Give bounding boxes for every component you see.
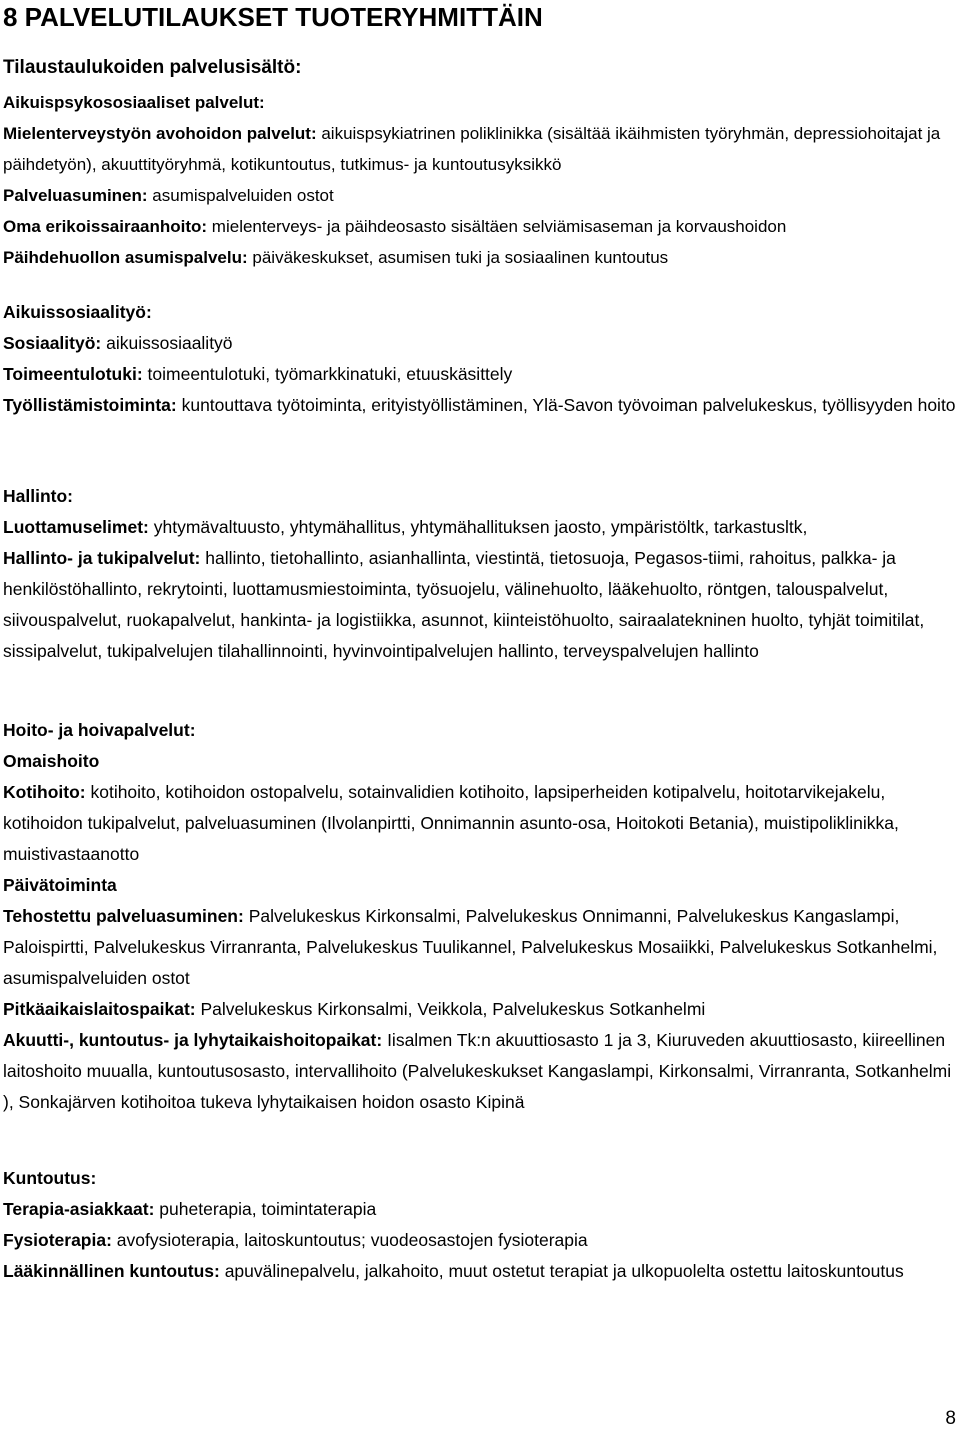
paragraph [3,211,958,242]
paragraph [3,1025,958,1118]
item-text: hallinto, tietohallinto, asianhallinta, viestintä, tietosuoja, Pegasos-tiimi, rahoitus, palkka- ja henkilöstöhallinto, rekrytointi, luottamusmiestoiminta, työsuojelu, välinehuolto, lääkehuolto, röntgen, talouspalvelut, siivouspalvelut, ruokapalvelut, hankinta- ja logistiikka, asunnot, kiinteistöhuolto, sairaalatekninen huolto, tyhjät toimitilat, sissipalvelut, tukipalvelujen tilahallinnointi, hyvinvointipalvelujen hallinto, terveyspalvelujen hallinto [3,548,925,661]
paragraph [3,777,958,870]
item-label: Fysioterapia: [3,1230,112,1250]
paragraph [3,1225,958,1256]
item-text: yhtymävaltuusto, yhtymähallitus, yhtymähallituksen jaosto, ympäristöltk, tarkastusltk, [148,517,808,537]
paragraph [3,180,958,211]
section-aikuissos [3,297,958,421]
item-label: Päihdehuollon asumispalvelu: [3,248,248,267]
paragraph [3,1194,958,1225]
item-text: toimeentulotuki, työmarkkinatuki, etuuskäsittely [142,364,513,384]
section-title: Aikuissosiaalityö: [3,302,152,322]
item-text: Palvelukeskus Kirkonsalmi, Palvelukeskus Onnimanni, Palvelukeskus Kangaslampi, Paloispirtti, Palvelukeskus Virranranta, Palvelukeskus Tuulikannel, Palvelukeskus Mosaiikki, Palvelukeskus Sotkanhelmi, asumispalveluiden ostot [3,906,938,988]
subsection-title: Päivätoiminta [3,875,117,895]
item-label: Tehostettu palveluasuminen: [3,906,244,926]
item-text: apuvälinepalvelu, jalkahoito, muut ostetut terapiat ja ulkopuolelta ostettu laitoskuntoutus [219,1261,904,1281]
paragraph [3,390,958,421]
item-text: kotihoito, kotihoidon ostopalvelu, sotainvalidien kotihoito, lapsiperheiden kotipalvelu, hoitotarvikejakelu, kotihoidon tukipalvelut, palveluasuminen (Ilvolanpirtti, Onnimannin asunto-osa, Hoitokoti Betania), muistipoliklinikka, muistivastaanotto [3,782,899,864]
paragraph [3,994,958,1025]
paragraph [3,242,958,273]
item-label: Toimeentulotuki: [3,364,143,384]
item-text: puheterapia, toimintaterapia [154,1199,377,1219]
section-aikuispsyk [3,87,958,273]
section-kuntoutus [3,1163,958,1287]
item-text: aikuissosiaalityö [101,333,233,353]
item-text: asumispalveluiden ostot [147,186,334,205]
item-label: Kotihoito: [3,782,86,802]
item-label: Sosiaalityö: [3,333,102,353]
item-text: mielenterveys- ja päihdeosasto sisältäen selviämisaseman ja korvaushoidon [207,217,787,236]
item-label: Lääkinnällinen kuntoutus: [3,1261,220,1281]
paragraph [3,1256,958,1287]
item-label: Oma erikoissairaanhoito: [3,217,208,236]
subsection-title: Omaishoito [3,751,100,771]
section-title: Aikuispsykososiaaliset palvelut: [3,93,265,112]
section-title: Kuntoutus: [3,1168,97,1188]
item-text: Iisalmen Tk:n akuuttiosasto 1 ja 3, Kiuruveden akuuttiosasto, kiireellinen laitoshoito muualla, kuntoutusosasto, intervallihoito (Palvelukeskukset Kangaslampi, Kirkonsalmi, Virranranta, Sotkanhelmi ), Sonkajärven kotihoitoa tukeva lyhytaikaisen hoidon osasto Kipinä [3,1030,952,1112]
page-title: 8 PALVELUTILAUKSET TUOTERYHMITTÄIN [3,2,543,32]
item-label: Akuutti-, kuntoutus- ja lyhytaikaishoitopaikat: [3,1030,383,1050]
item-text: päiväkeskukset, asumisen tuki ja sosiaalinen kuntoutus [247,248,669,267]
section-title: Hoito- ja hoivapalvelut: [3,720,196,740]
section-title: Hallinto: [3,486,73,506]
item-label: Pitkäaikaislaitospaikat: [3,999,196,1019]
item-label: Hallinto- ja tukipalvelut: [3,548,201,568]
section-hallinto [3,481,958,667]
paragraph [3,901,958,994]
section-hoito [3,715,958,1118]
item-text: avofysioterapia, laitoskuntoutus; vuodeosastojen fysioterapia [111,1230,588,1250]
item-text: kuntouttava työtoiminta, erityistyöllistäminen, Ylä-Savon työvoiman palvelukeskus, työllisyyden hoito [176,395,956,415]
item-text: aikuispsykiatrinen poliklinikka (sisältää ikäihmisten työryhmän, depressiohoitajat ja päihdetyön), akuuttityöryhmä, kotikuntoutus, tutkimus- ja kuntoutusyksikkö [3,124,941,174]
paragraph [3,543,958,667]
item-label: Mielenterveystyön avohoidon palvelut: [3,124,317,143]
subtitle: Tilaustaulukoiden palvelusisältö: [3,57,302,78]
item-label: Terapia-asiakkaat: [3,1199,155,1219]
paragraph [3,328,958,359]
paragraph [3,118,958,180]
item-label: Palveluasuminen: [3,186,148,205]
paragraph [3,359,958,390]
item-label: Luottamuselimet: [3,517,149,537]
item-text: Palvelukeskus Kirkonsalmi, Veikkola, Palvelukeskus Sotkanhelmi [195,999,706,1019]
item-label: Työllistämistoiminta: [3,395,177,415]
page-number: 8 [945,1408,956,1429]
paragraph [3,512,958,543]
